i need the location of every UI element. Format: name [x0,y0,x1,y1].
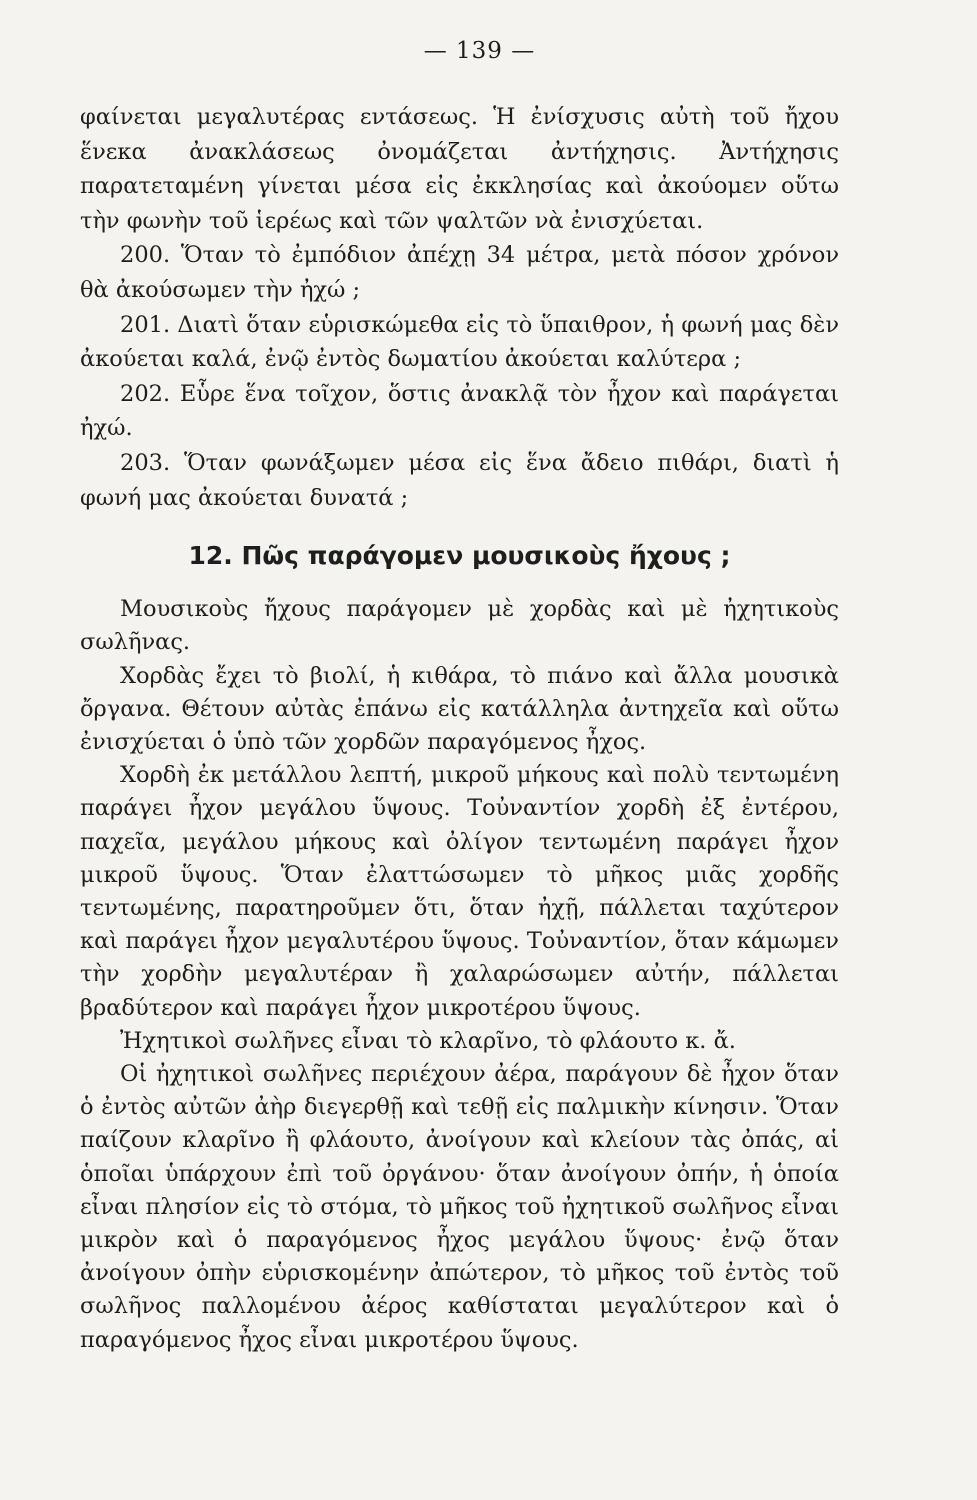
exercise-201: 201. Διατὶ ὅταν εὑρισκώμεθα εἰς τὸ ὕπαιθρον, ἡ φωνή μας δὲν ἀκούεται καλά, ἐνῷ ἐντὸς δωματίου ἀκούεται καλύτερα ; [80,311,839,373]
paragraph-musical-sounds-intro: Μουσικοὺς ἤχους παράγομεν μὲ χορδὰς καὶ μὲ ἠχητικοὺς σωλῆνας. [80,596,839,656]
exercise-block [80,100,839,515]
paragraph-string-pitch: Χορδὴ ἐκ μετάλλου λεπτή, μικροῦ μήκους καὶ πολὺ τεντωμένη παράγει ἦχον μεγάλου ὕψους. Τοὐναντίον χορδὴ ἐξ ἐντέρου, παχεῖα, μεγάλου μήκους καὶ ὀλίγον τεντωμένη παράγει ἦχον μικροῦ ὕψους. Ὅταν ἐλαττώσωμεν τὸ μῆκος μιᾶς χορδῆς τεντωμένης, παρατηροῦμεν ὅτι, ὅταν ἠχῇ, πάλλεται ταχύτερον καὶ παράγει ἦχον μεγαλυτέρου ὕψους. Τοὐναντίον, ὅταν κάμωμεν τὴν χορδὴν μεγαλυτέραν ἢ χαλαρώσωμεν αὐτήν, πάλλεται βραδύτερον καὶ παράγει ἦχον μικροτέρου ὕψους. [80,762,839,1021]
exercise-202: 202. Εὗρε ἕνα τοῖχον, ὅστις ἀνακλᾷ τὸν ἦχον καὶ παράγεται ἠχώ. [80,380,839,442]
paragraph-sound-tubes: Ἠχητικοὶ σωλῆνες εἶναι τὸ κλαρῖνο, τὸ φλάουτο κ. ἄ. [120,1027,736,1054]
exercise-203: 203. Ὅταν φωνάξωμεν μέσα εἰς ἕνα ἄδειο πιθάρι, διατὶ ἡ φωνή μας ἀκούεται δυνατά ; [80,449,839,511]
exercise-200: 200. Ὅταν τὸ ἐμπόδιον ἀπέχῃ 34 μέτρα, μετὰ πόσον χρόνον θὰ ἀκούσωμεν τὴν ἠχώ ; [80,242,839,303]
paragraph-echo-continuation: φαίνεται μεγαλυτέρας εντάσεως. Ἡ ἐνίσχυσις αὐτὴ τοῦ ἤχου ἕνεκα ἀνακλάσεως ὀνομάζεται ἀντήχησις. Ἀντήχησις παρατεταμένη γίνεται μέσα εἰς ἐκκλησίας καὶ ἀκούομεν οὕτω τὴν φωνὴν τοῦ ἱερέως καὶ τῶν ψαλτῶν νὰ ἐνισχύεται. [80,104,839,234]
paragraph-strings: Χορδὰς ἔχει τὸ βιολί, ἡ κιθάρα, τὸ πιάνο καὶ ἄλλα μουσικὰ ὄργανα. Θέτουν αὐτὰς ἐπάνω εἰς κατάλληλα ἀντηχεῖα καὶ οὕτω ἐνισχύεται ὁ ὑπὸ τῶν χορδῶν παραγόμενος ἦχος. [80,662,839,755]
musical-sounds-section [80,593,839,1357]
paragraph-tube-pitch: Οἱ ἠχητικοὶ σωλῆνες περιέχουν ἀέρα, παράγουν δὲ ἦχον ὅταν ὁ ἐντὸς αὐτῶν ἀὴρ διεγερθῇ καὶ τεθῇ εἰς παλμικὴν κίνησιν. Ὅταν παίζουν κλαρῖνο ἢ φλάουτο, ἀνοίγουν καὶ κλείουν τὰς ὀπάς, αἱ ὁποῖαι ὑπάρχουν ἐπὶ τοῦ ὀργάνου· ὅταν ἀνοίγουν ὀπήν, ἡ ὁποία εἶναι πλησίον εἰς τὸ στόμα, τὸ μῆκος τοῦ ἠχητικοῦ σωλῆνος εἶναι μικρὸν καὶ ὁ παραγόμενος ἦχος μεγάλου ὕψους· ἐνῷ ὅταν ἀνοίγουν ὀπὴν εὑρισκομένην ἀπώτερον, τὸ μῆκος τοῦ ἐντὸς τοῦ σωλῆνος παλλομένου ἀέρος καθίσταται μεγαλύτερον καὶ ὁ παραγόμενος ἦχος εἶναι μικροτέρου ὕψους. [80,1060,839,1353]
section-heading: 12. Πῶς παράγομεν μουσικοὺς ἤχους ; [188,541,731,571]
page-number: — 139 — [423,38,536,64]
